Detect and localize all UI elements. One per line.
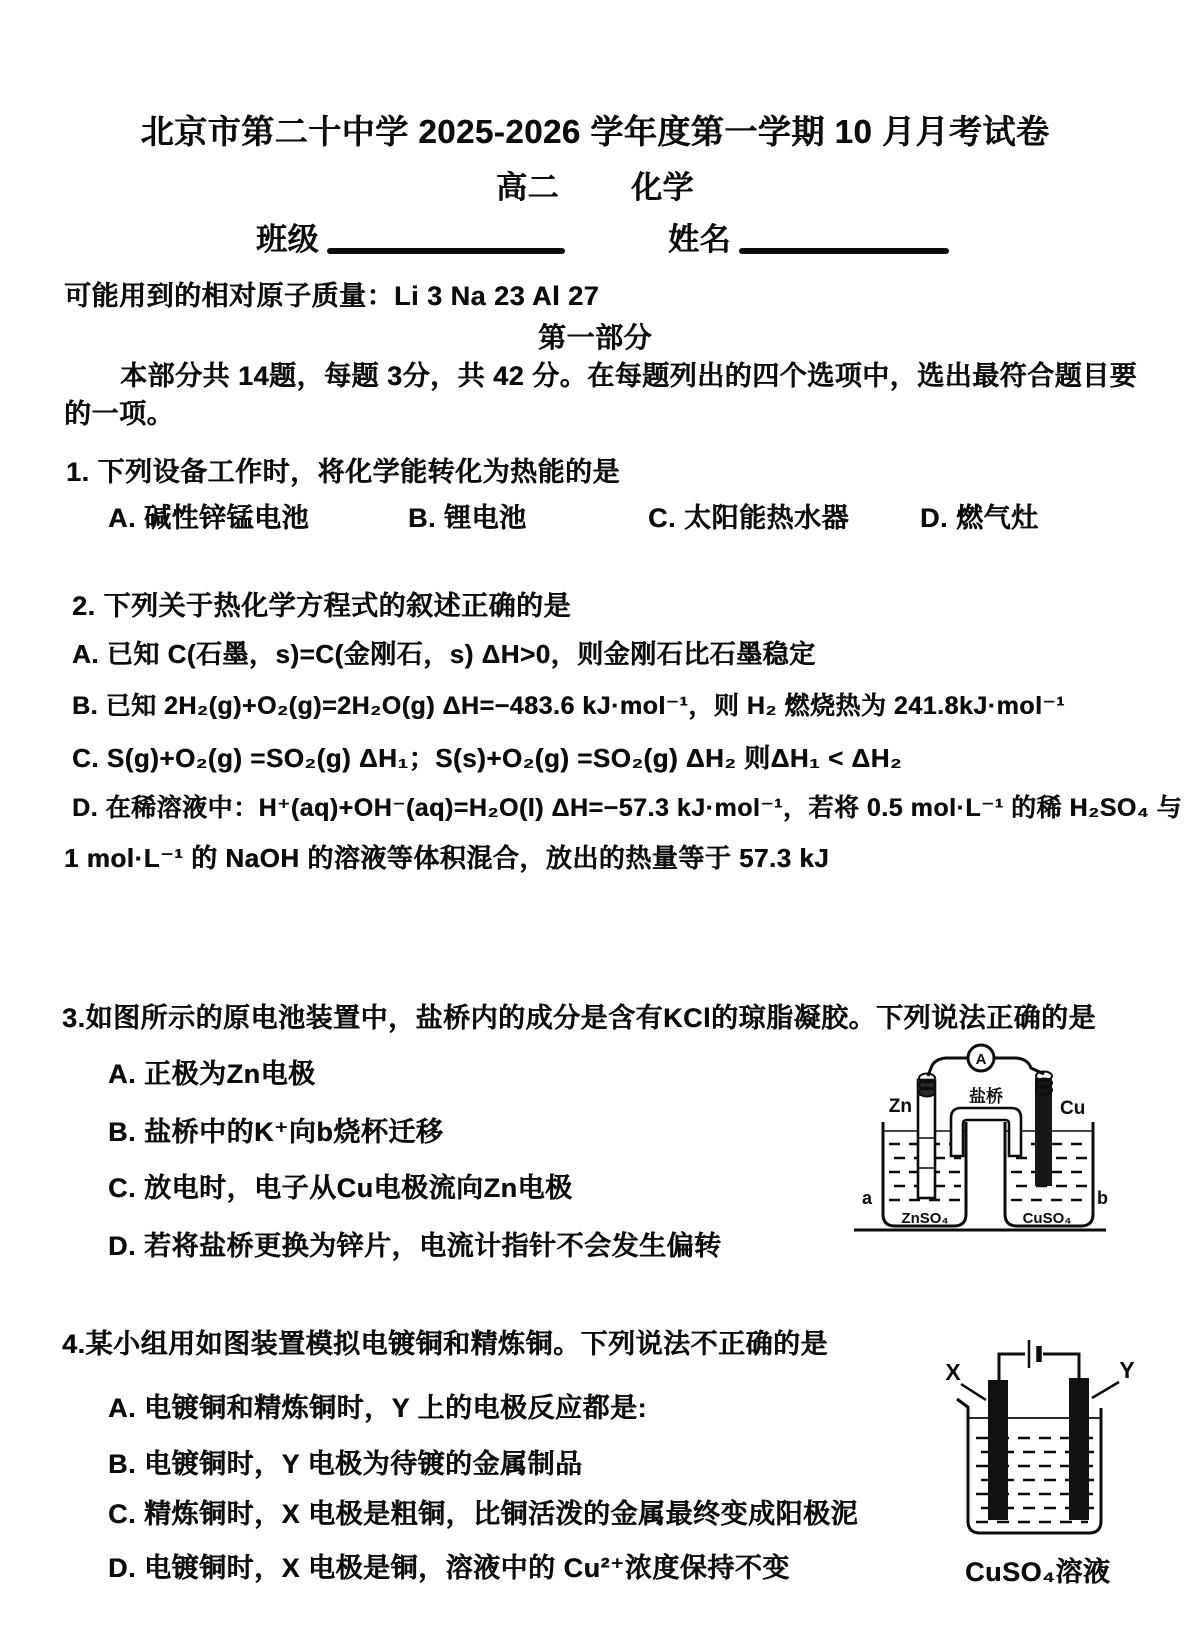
subject-label: 化学 xyxy=(631,170,694,205)
section-title: 第一部分 xyxy=(537,322,652,353)
beaker-b-label: b xyxy=(1097,1188,1108,1208)
q3-option-a: A. 正极为Zn电极 xyxy=(108,1059,316,1089)
salt-bridge-label: 盐桥 xyxy=(969,1087,1003,1106)
q1-option-a: A. 碱性锌锰电池 xyxy=(108,503,310,533)
right-wire xyxy=(1043,1354,1079,1380)
q1-option-c: C. 太阳能热水器 xyxy=(648,503,850,533)
znso4-label: ZnSO₄ xyxy=(901,1210,949,1227)
zn-label: Zn xyxy=(888,1096,912,1117)
q3-option-b: B. 盐桥中的K⁺向b烧杯迁移 xyxy=(108,1117,444,1147)
q4-option-b: B. 电镀铜时，Y 电极为待镀的金属制品 xyxy=(108,1449,583,1479)
class-field xyxy=(256,214,565,259)
x-electrode xyxy=(988,1380,1008,1520)
y-label: Y xyxy=(1119,1357,1135,1383)
q2-option-b: B. 已知 2H₂(g)+O₂(g)=2H₂O(g) ΔH=−483.6 kJ·mol⁻¹，则 H₂ 燃烧热为 241.8kJ·mol⁻¹ xyxy=(72,692,1065,720)
q2-option-a: A. 已知 C(石墨，s)=C(金刚石，s) ΔH>0，则金刚石比石墨稳定 xyxy=(72,639,816,669)
section-intro-line1: 本部分共 14题，每题 3分，共 42 分。在每题列出的四个选项中，选出最符合题目要 xyxy=(120,361,1138,391)
left-wire xyxy=(999,1354,1025,1380)
x-label: X xyxy=(945,1359,961,1385)
salt-bridge-tube xyxy=(951,1108,1021,1156)
beaker-a-label: a xyxy=(862,1188,873,1208)
grade-label: 高二 xyxy=(496,170,559,205)
section-intro-line2: 的一项。 xyxy=(64,399,174,429)
q3-option-c: C. 放电时，电子从Cu电极流向Zn电极 xyxy=(108,1173,573,1203)
right-wire xyxy=(994,1058,1044,1074)
class-label: 班级 xyxy=(256,222,319,257)
zn-electrode xyxy=(918,1080,935,1198)
grade-subject-row xyxy=(0,162,1190,207)
q4-option-d: D. 电镀铜时，X 电极是铜，溶液中的 Cu²⁺浓度保持不变 xyxy=(108,1553,790,1583)
class-blank-line xyxy=(327,248,565,254)
ammeter-label: A xyxy=(975,1051,987,1068)
y-electrode xyxy=(1069,1378,1089,1520)
electrolysis-cell-diagram xyxy=(928,1336,1162,1546)
cuso4-label: CuSO₄ xyxy=(1022,1210,1072,1227)
x-pointer-line xyxy=(961,1384,986,1400)
q4-option-c: C. 精炼铜时，X 电极是粗铜，比铜活泼的金属最终变成阳极泥 xyxy=(108,1499,859,1529)
q3-stem: 3.如图所示的原电池装置中，盐桥内的成分是含有KCl的琼脂凝胶。下列说法正确的是 xyxy=(62,1003,1097,1033)
q4-stem: 4.某小组用如图装置模拟电镀铜和精炼铜。下列说法不正确的是 xyxy=(62,1329,829,1359)
q2-option-c: C. S(g)+O₂(g) =SO₂(g) ΔH₁；S(s)+O₂(g) =SO₂(g) ΔH₂ 则ΔH₁ < ΔH₂ xyxy=(72,743,902,773)
cuso4-solution-label: CuSO₄溶液 xyxy=(965,1557,1111,1587)
q3-option-d: D. 若将盐桥更换为锌片，电流计指针不会发生偏转 xyxy=(108,1231,722,1261)
q4-option-a: A. 电镀铜和精炼铜时，Y 上的电极反应都是: xyxy=(108,1393,648,1423)
q2-option-d: D. 在稀溶液中：H⁺(aq)+OH⁻(aq)=H₂O(l) ΔH=−57.3 kJ·mol⁻¹，若将 0.5 mol·L⁻¹ 的稀 H₂SO₄ 与 xyxy=(72,794,1183,822)
q2-option-d-cont: 1 mol·L⁻¹ 的 NaOH 的溶液等体积混合，放出的热量等于 57.3 kJ xyxy=(64,843,830,873)
paper-title: 北京市第二十中学 2025-2026 学年度第一学期 10 月月考试卷 xyxy=(140,113,1050,150)
name-field xyxy=(668,214,949,259)
galvanic-cell-diagram xyxy=(848,1036,1110,1236)
y-pointer-line xyxy=(1092,1382,1119,1398)
q1-option-d: D. 燃气灶 xyxy=(920,503,1039,533)
name-label: 姓名 xyxy=(668,222,731,257)
q2-stem: 2. 下列关于热化学方程式的叙述正确的是 xyxy=(72,591,572,621)
q1-stem: 1. 下列设备工作时，将化学能转化为热能的是 xyxy=(66,457,621,487)
atomic-mass-note: 可能用到的相对原子质量：Li 3 Na 23 Al 27 xyxy=(64,281,600,311)
name-blank-line xyxy=(739,248,949,254)
beaker-spout xyxy=(957,1399,969,1408)
q1-option-b: B. 锂电池 xyxy=(408,503,527,533)
left-wire xyxy=(928,1058,968,1076)
cu-label: Cu xyxy=(1060,1098,1086,1119)
